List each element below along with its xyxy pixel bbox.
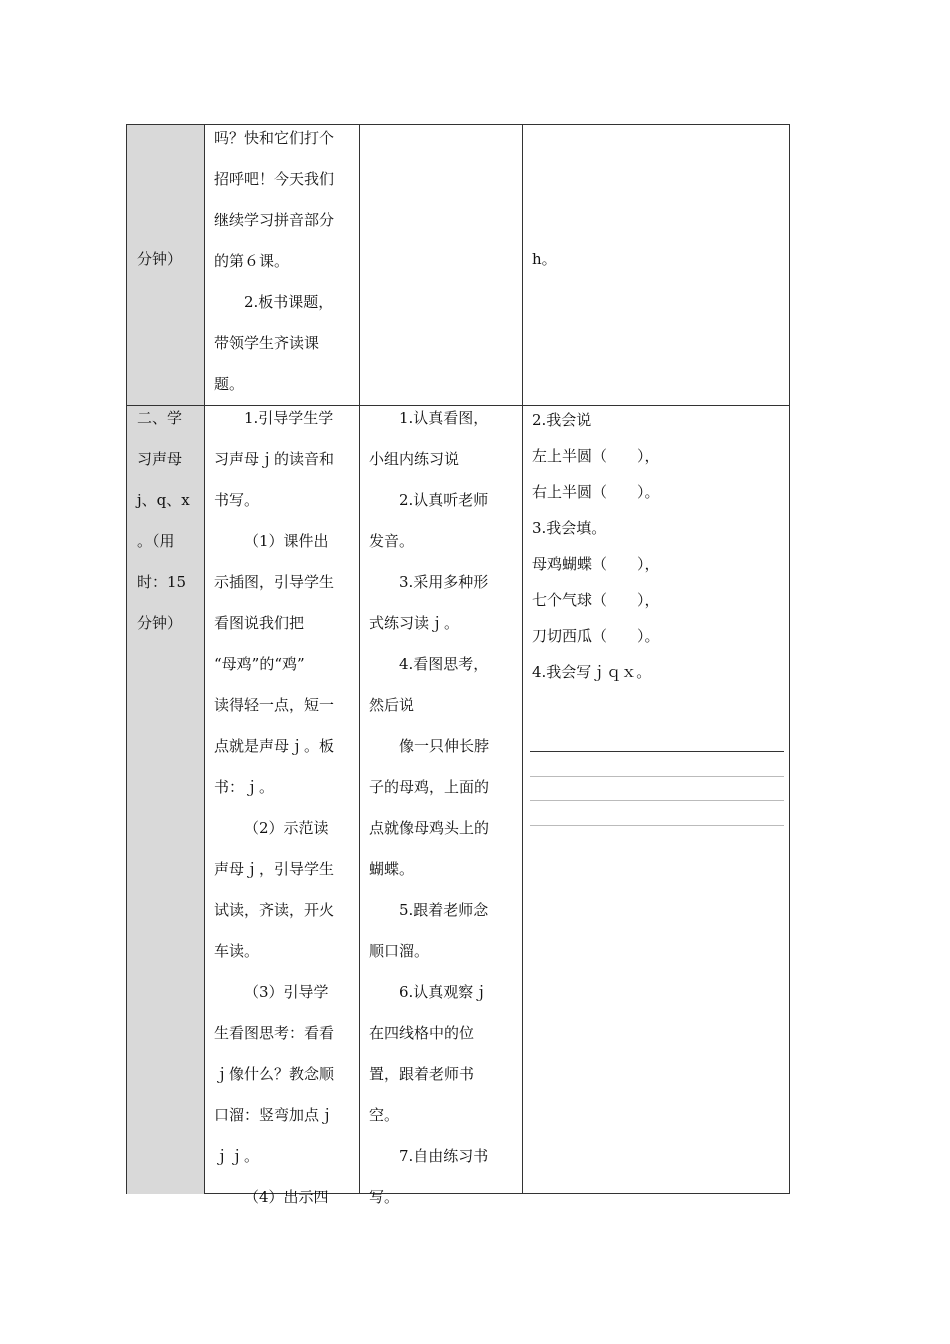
row2-col2-line: 1.引导学生学	[244, 409, 334, 427]
row2-col1-line: 分钟）	[137, 614, 183, 632]
row1-col4	[532, 239, 782, 280]
row2-col3-line: 在四线格中的位	[369, 1024, 475, 1042]
row2-col2-line: 示插图，引导学生	[214, 573, 335, 591]
row1-col4-line: h。	[532, 250, 557, 268]
col-divider-2	[359, 125, 360, 1193]
row2-col3-line: 子的母鸡，上面的	[369, 778, 490, 796]
row2-col3-line: 置，跟着老师书	[369, 1065, 475, 1083]
row1-col2-line: 带领学生齐读课	[214, 334, 320, 352]
row2-col2-line: 看图说我们把	[214, 614, 305, 632]
row2-col3-line: 5.跟着老师念	[399, 901, 489, 919]
row2-col1-line: j、q、x	[137, 491, 190, 509]
row2-col1-text: 习声母	[137, 450, 183, 468]
row2-col3-line: 小组内练习说	[369, 450, 460, 468]
row2-col2-line: （3）引导学	[244, 983, 329, 1001]
col-divider-3	[522, 125, 523, 1193]
row2-col4-line: 七个气球（ ），	[532, 591, 660, 609]
row2-col3-line: 蝴蝶。	[369, 860, 415, 878]
row2-col2-line: “母鸡”的“鸡”	[214, 655, 305, 673]
row2-col3-line: 4.看图思考，	[399, 655, 489, 673]
row2-col1-line: 时：15	[137, 573, 187, 591]
row2-col3-line: 6.认真观察ｊ	[399, 983, 489, 1001]
row2-col3-line: 发音。	[369, 532, 415, 550]
row2-col2-line: 习声母ｊ的读音和	[214, 450, 335, 468]
row2-col3-line: 3.采用多种形	[399, 573, 489, 591]
writing-grid-top-line	[530, 751, 784, 752]
row2-col4-line: 左上半圆（ ），	[532, 447, 660, 465]
row2-col2-line: （2）示范读	[244, 819, 329, 837]
row2-col2-line: （4）出示四	[244, 1188, 329, 1206]
row2-col4-line: 母鸡蝴蝶（ ），	[532, 555, 660, 573]
lesson-table	[126, 124, 790, 1206]
row1-col2	[214, 118, 354, 405]
row2-col3-line: 点就像母鸡头上的	[369, 819, 490, 837]
row2-col4	[532, 402, 787, 690]
row1-col2-line: 的第６课。	[214, 252, 290, 270]
row2-col1-line	[137, 439, 197, 480]
row2-col2-line: ｊ像什么？教念顺	[214, 1065, 335, 1083]
row2-col3	[369, 398, 519, 1218]
writing-grid-bottom-line	[530, 825, 784, 826]
row2-col2-line: 读得轻一点，短一	[214, 696, 335, 714]
row2-col3-line: 空。	[369, 1106, 400, 1124]
row2-col3-line: 写。	[369, 1188, 400, 1206]
row2-col2-line: 口溜：竖弯加点ｊ	[214, 1106, 335, 1124]
row2-col3-line: 7.自由练习书	[399, 1147, 489, 1165]
row2-col3-line: 1.认真看图，	[399, 409, 489, 427]
row2-col2-line: 车读。	[214, 942, 260, 960]
row2-col2-line: ｊｊ。	[214, 1147, 260, 1165]
row1-col2-line: 继续学习拼音部分	[214, 211, 335, 229]
row2-col2-line: 书写。	[214, 491, 260, 509]
row2-col2-line: （1）课件出	[244, 532, 329, 550]
row2-col4-line: 刀切西瓜（ ）。	[532, 627, 660, 645]
row2-col2-line: 试读，齐读，开火	[214, 901, 335, 919]
row2-col4-line: 2.我会说	[532, 411, 592, 429]
writing-grid-line	[530, 800, 784, 801]
row2-col2-line: 生看图思考：看看	[214, 1024, 335, 1042]
row2-col1-text: 二、学	[137, 409, 183, 427]
row2-col2-line: 声母ｊ，引导学生	[214, 860, 335, 878]
row2-col3-line: 然后说	[369, 696, 415, 714]
row1-col1-line: 分钟）	[137, 250, 183, 268]
col-divider-1	[204, 125, 205, 1193]
row1-col1	[137, 239, 199, 280]
row2-col2-line: 书：ｊ。	[214, 778, 275, 796]
row2-col3-line: 2.认真听老师	[399, 491, 489, 509]
row2-col4-line: 右上半圆（ ）。	[532, 483, 660, 501]
row1-col2-line: 吗？快和它们打个	[214, 129, 335, 147]
row2-col3-line: 顺口溜。	[369, 942, 430, 960]
row2-col2	[214, 398, 357, 1218]
row2-col4-line: 3.我会填。	[532, 519, 607, 537]
row1-col2-line: 2.板书课题，	[244, 293, 334, 311]
row2-col4-line: 4.我会写ｊｑｘ。	[532, 663, 652, 681]
row2-col1-line: 。（用	[137, 532, 175, 550]
row2-col3-line: 式练习读ｊ。	[369, 614, 460, 632]
row2-col3-line: 像一只伸长脖	[399, 737, 490, 755]
row2-col1	[137, 398, 197, 644]
row2-col2-line: 点就是声母ｊ。板	[214, 737, 335, 755]
writing-grid-line	[530, 776, 784, 777]
row1-col2-line: 题。	[214, 375, 245, 393]
row1-col2-line: 招呼吧！今天我们	[214, 170, 335, 188]
row2-col1-line	[137, 398, 197, 439]
